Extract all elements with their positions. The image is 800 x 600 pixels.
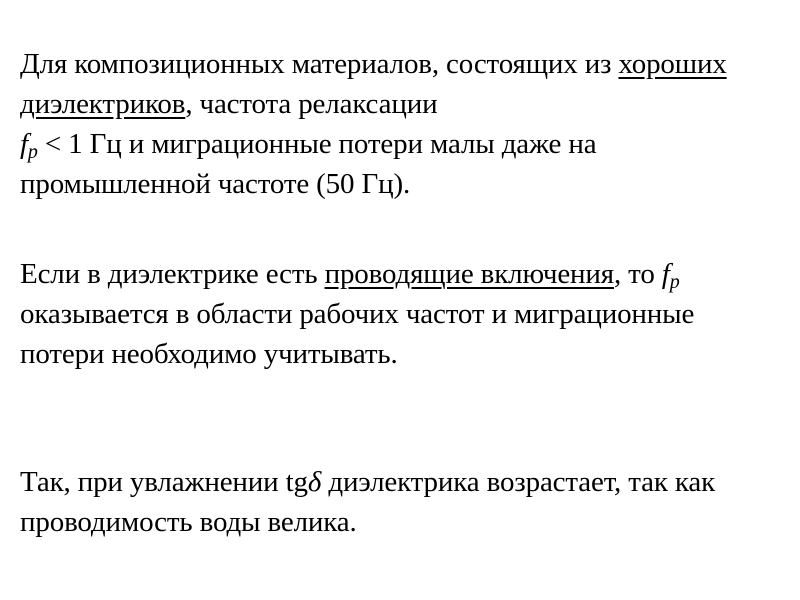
paragraph-3-text-a: Так, при увлажнении tg <box>20 466 308 498</box>
paragraph-3-text-b: диэлектрика возрастает, так как проводимость воды велика. <box>20 466 716 538</box>
delta-symbol: δ <box>307 466 322 498</box>
paragraph-composite-materials <box>20 44 760 204</box>
paragraph-1-text-a: Для композиционных материалов, состоящих из <box>20 48 619 80</box>
relaxation-frequency-subscript-2: p <box>669 271 680 293</box>
conducting-inclusions-link[interactable]: проводящие включения <box>324 258 614 290</box>
relaxation-frequency-symbol: f <box>20 128 28 160</box>
paragraph-conducting-inclusions <box>20 254 760 374</box>
paragraph-1-text-c: < 1 Гц и миграционные потери малы даже на промышленной частоте (50 Гц). <box>20 128 597 200</box>
paragraph-2-text-a: Если в диэлектрике есть <box>20 258 325 290</box>
relaxation-frequency-symbol-2: f <box>661 258 670 290</box>
paragraph-humidity <box>20 462 760 542</box>
paragraph-2-text-b: , то <box>613 258 662 290</box>
good-dielectrics-link[interactable]: хороших диэлектриков <box>20 48 727 120</box>
relaxation-frequency-subscript: p <box>27 141 38 163</box>
paragraph-1-text-b: , частота релаксации <box>185 88 438 120</box>
paragraph-2-text-c: оказывается в области рабочих частот и миграционные потери необходимо учитывать. <box>20 298 695 370</box>
